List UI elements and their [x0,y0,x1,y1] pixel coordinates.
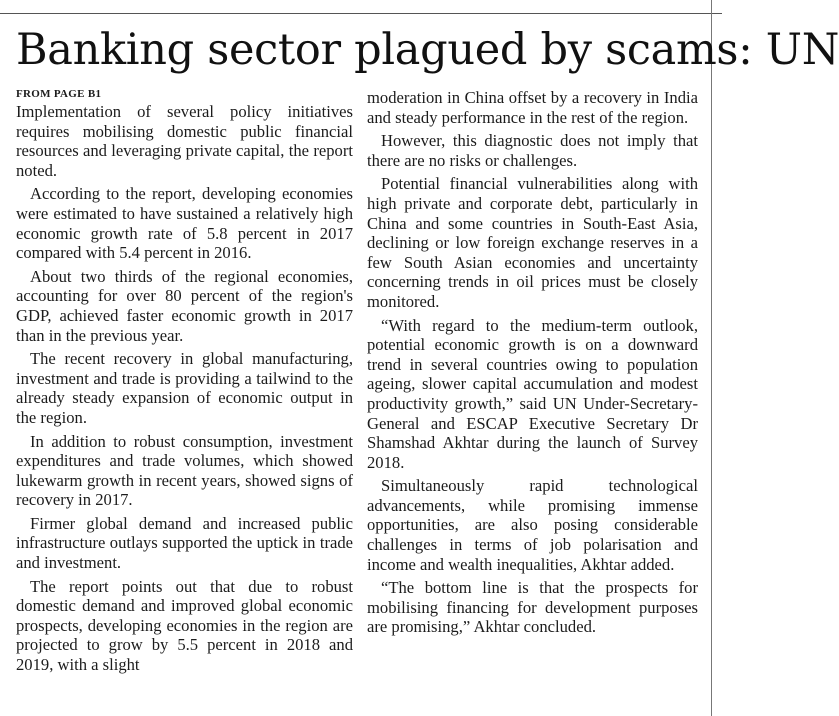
paragraph: Implementation of several policy initiatives requires mobilising domestic public financial resources and leveraging private capital, the report noted. [16,102,353,180]
left-column [16,88,353,675]
paragraph: moderation in China offset by a recovery in India and steady performance in the rest of the region. [367,88,698,127]
paragraph: About two thirds of the regional economies, accounting for over 80 percent of the region's GDP, achieved faster economic growth in 2017 than in the previous year. [16,266,353,345]
column-edge-rule [711,0,712,716]
kicker: FROM PAGE B1 [16,88,102,100]
paragraph: Potential financial vulnerabilities along with high private and corporate debt, particularly in China and some countries in South-East Asia, declining or low foreign exchange reserves in a few South Asian economies and uncertainty concerning trends in oil prices must be closely monitored. [367,174,698,311]
paragraph: The report points out that due to robust domestic demand and improved global economic prospects, developing economies in the region are projected to grow by 5.5 percent in 2018 and 2019, with a slight [16,576,353,675]
paragraph: “With regard to the medium-term outlook, potential economic growth is on a downward trend in several countries owing to population ageing, slower capital accumulation and modest productivity growth,” said UN Under-Secretary-General and ESCAP Executive Secretary Dr Shamshad Akhtar during the launch of Survey 2018. [367,315,698,472]
paragraph: The recent recovery in global manufacturing, investment and trade is providing a tailwind to the already steady expansion of economic output in the region. [16,349,353,427]
headline: Banking sector plagued by scams: UN [16,25,839,75]
right-column [367,88,698,637]
paragraph: In addition to robust consumption, investment expenditures and trade volumes, which showed lukewarm growth in recent years, showed signs of recovery in 2017. [16,431,353,510]
paragraph: Simultaneously rapid technological advancements, while promising immense opportunities, are also posing considerable challenges in terms of job polarisation and income and wealth inequalities, Akhtar added. [367,476,698,574]
paragraph: “The bottom line is that the prospects for mobilising financing for development purposes are promising,” Akhtar concluded. [367,578,698,637]
paragraph: Firmer global demand and increased public infrastructure outlays supported the uptick in trade and investment. [16,513,353,573]
paragraph: However, this diagnostic does not imply that there are no risks or challenges. [367,131,698,170]
top-rule [0,13,722,14]
paragraph: According to the report, developing economies were estimated to have sustained a relatively high economic growth rate of 5.8 percent in 2017 compared with 5.4 percent in 2016. [16,184,353,263]
